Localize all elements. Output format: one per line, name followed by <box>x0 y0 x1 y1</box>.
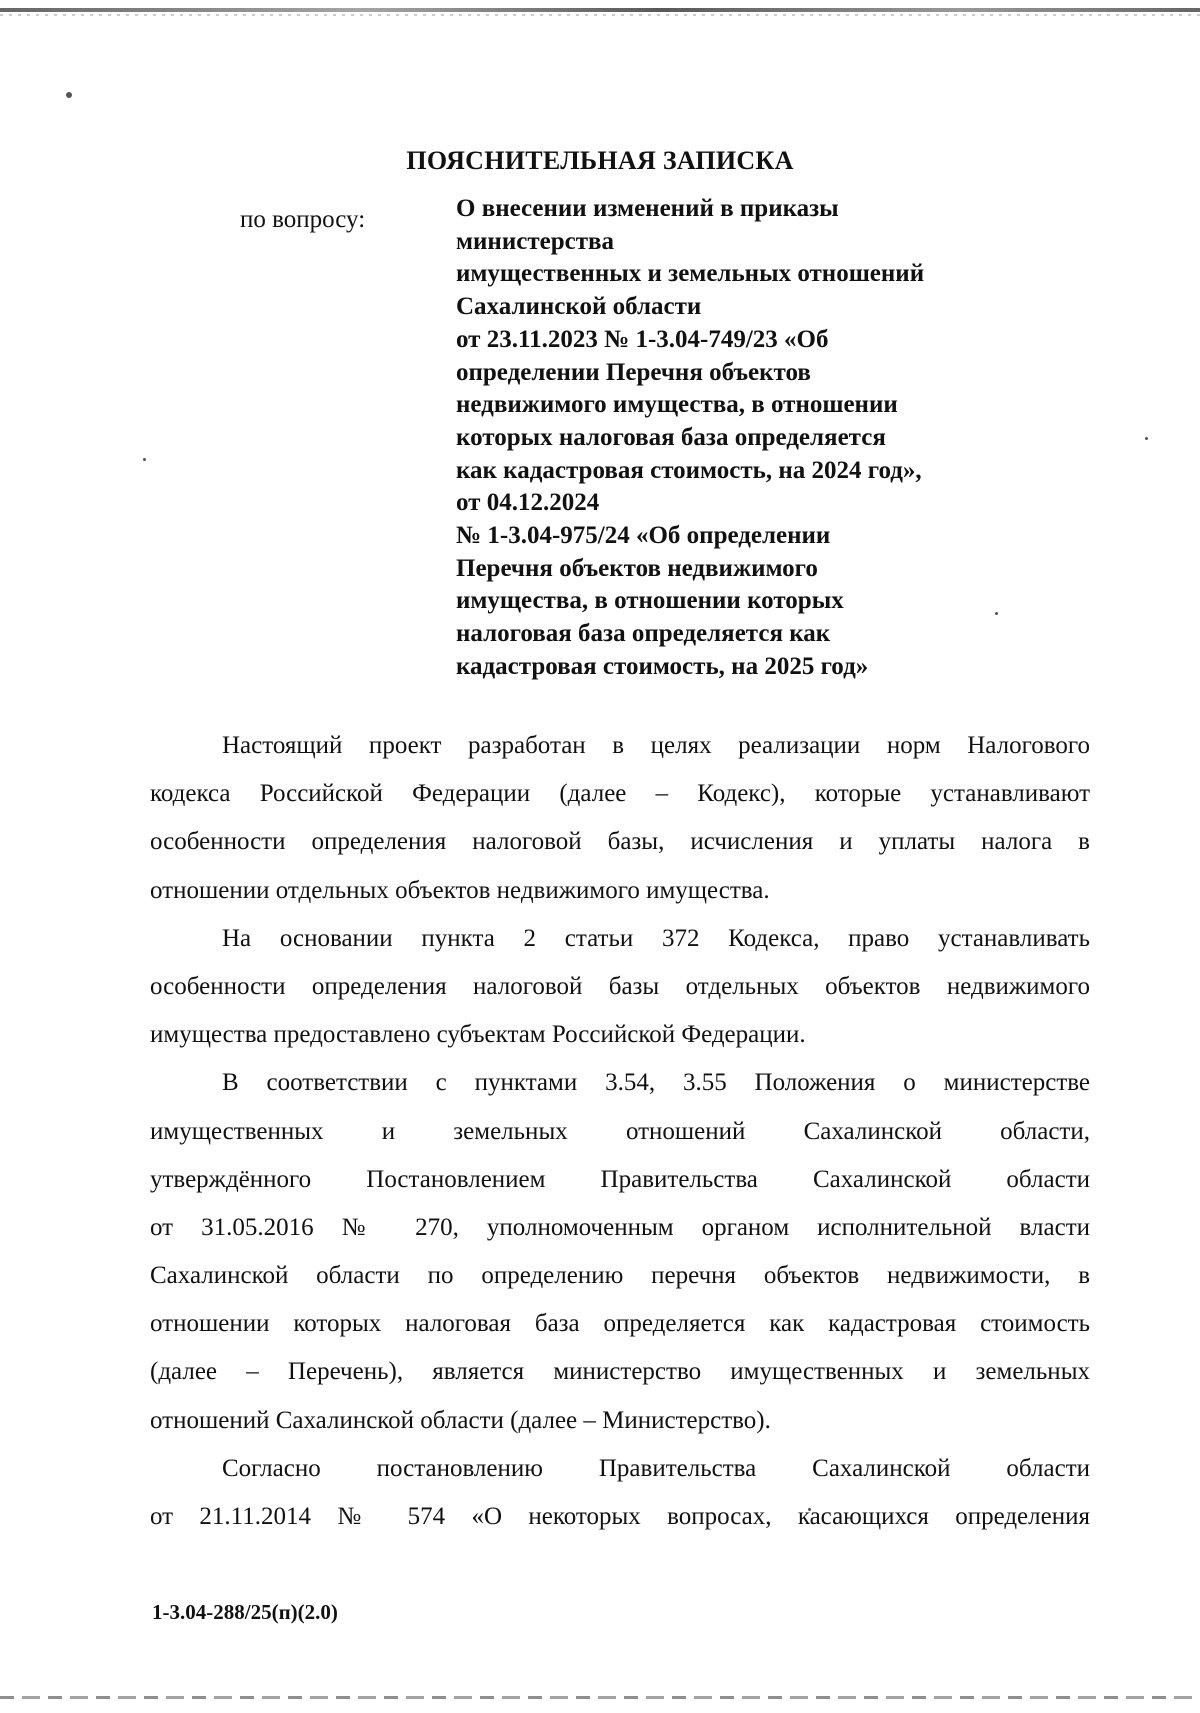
subject-line: имущества, в отношении которых <box>456 587 844 615</box>
subject-line: Сахалинской области <box>456 293 702 321</box>
body-text <box>150 722 1090 1541</box>
subject-line: министерства <box>456 227 614 255</box>
document-title: ПОЯСНИТЕЛЬНАЯ ЗАПИСКА <box>406 146 794 175</box>
body-line: отношении которых налоговая база определяется как кадастровая стоимость <box>150 1310 1090 1338</box>
scan-speck <box>143 458 146 461</box>
body-line: отношении отдельных объектов недвижимого имущества. <box>150 876 770 904</box>
body-line: от 31.05.2016 № 270, уполномоченным органом исполнительной власти <box>150 1213 1090 1241</box>
scan-edge-bottom <box>0 1696 1200 1699</box>
subject-line: от 23.11.2023 № 1-3.04-749/23 «Об <box>456 325 829 353</box>
scan-edge-top <box>0 8 1200 12</box>
body-line: особенности определения налоговой базы, исчисления и уплаты налога в <box>150 828 1090 856</box>
body-line: кодекса Российской Федерации (далее – Кодекс), которые устанавливают <box>150 780 1090 808</box>
document-code: 1-3.04-288/25(п)(2.0) <box>152 1600 338 1624</box>
body-line: особенности определения налоговой базы отдельных объектов недвижимого <box>150 972 1090 1000</box>
body-line: имущественных и земельных отношений Сахалинской области, <box>150 1117 1090 1145</box>
body-line: утверждённого Постановлением Правительства Сахалинской области <box>150 1165 1090 1193</box>
scan-speck <box>1145 437 1148 440</box>
subject-line: от 04.12.2024 <box>456 489 600 517</box>
scan-noise-top <box>0 14 1200 16</box>
body-line: отношений Сахалинской области (далее – Министерство). <box>150 1406 771 1434</box>
body-line: Сахалинской области по определению перечня объектов недвижимости, в <box>150 1262 1090 1290</box>
subject-line: налоговая база определяется как <box>456 620 831 648</box>
subject-line: кадастровая стоимость, на 2025 год» <box>456 652 869 680</box>
body-line: На основании пункта 2 статьи 372 Кодекса, право устанавливать <box>222 924 1090 952</box>
subject-line: недвижимого имущества, в отношении <box>456 391 898 419</box>
body-line: от 21.11.2014 № 574 «О некоторых вопросах, касающихся определения <box>150 1503 1090 1530</box>
subject-line: которых налоговая база определяется <box>456 423 886 451</box>
body-line: В соответствии с пунктами 3.54, 3.55 Положения о министерстве <box>222 1069 1090 1097</box>
subject-text <box>456 193 1056 684</box>
subject-line: О внесении изменений в приказы <box>456 195 839 222</box>
subject-line: № 1-3.04-975/24 «Об определении <box>456 522 831 550</box>
subject-line: как кадастровая стоимость, на 2024 год», <box>456 456 922 484</box>
subject-line: Перечня объектов недвижимого <box>456 554 818 582</box>
scan-speck <box>66 92 72 98</box>
body-line: Настоящий проект разработан в целях реализации норм Налогового <box>222 732 1090 759</box>
body-line: имущества предоставлено субъектам Российской Федерации. <box>150 1021 806 1049</box>
body-line: Согласно постановлению Правительства Сахалинской области <box>222 1454 1090 1482</box>
body-line: (далее – Перечень), является министерство имущественных и земельных <box>150 1358 1090 1386</box>
subject-line: имущественных и земельных отношений <box>456 260 925 288</box>
subject-line: определении Перечня объектов <box>456 358 811 386</box>
subject-label: по вопросу: <box>240 206 366 233</box>
